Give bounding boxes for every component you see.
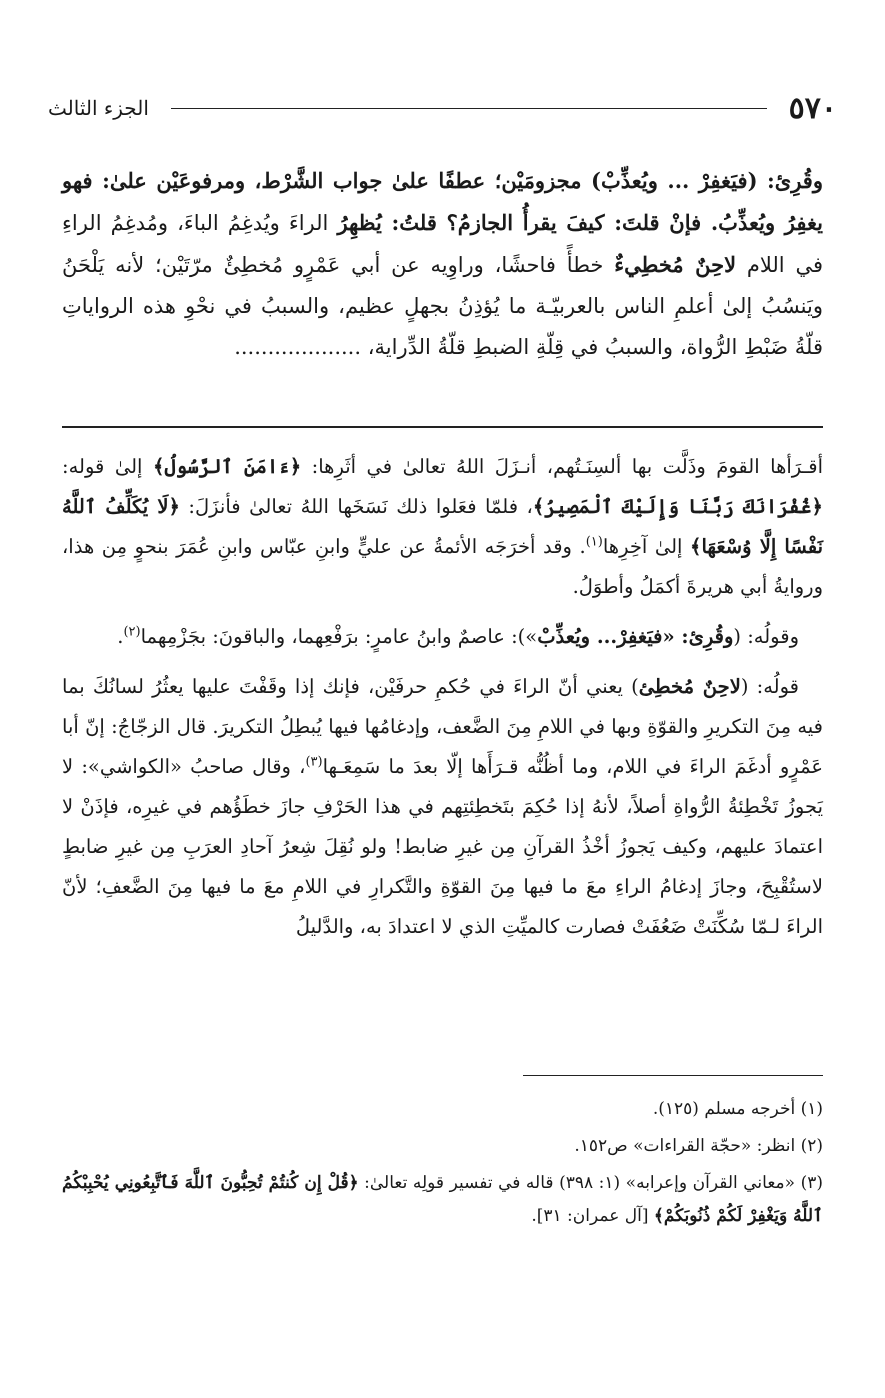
footnote-2: (٢) انظر: «حجّة القراءات» ص١٥٢. [574,1136,823,1156]
footnote-ref[interactable]: (١) [585,534,603,550]
main-paragraph [62,160,823,368]
page-number: ٥٧٠ [788,90,837,126]
text-run: أقـرَأها القومَ وذَلَّت بها ألسِنَـتُهم، أنـزَلَ اللهُ تعالىٰ في أثَرِها: [301,455,824,478]
text-run: خطأً فاحشًا، وراوِيه عن أبي عَمْرٍو مُخطِئٌ مرّتَيْن؛ لأنه يَلْحَنُ ويَنسُبُ إلىٰ أعلمِ الناس بالعربيّـة ما يُؤذِنُ بجهلٍ عظيم، والسببُ في نحْوِ هذه الرواياتِ قلّةُ ضَبْطِ الرُّواة، والسببُ في قِلّةِ الضبطِ قلّةُ الدِّراية، [62,253,823,359]
footnotes [62,1093,823,1237]
text-run: إلىٰ آخِرِها [602,535,691,558]
text-run: وقُرِئ [688,625,734,648]
commentary-paragraph [62,447,823,607]
ellipsis-dots: ................... [234,335,362,359]
volume-title: الجزء الثالث [48,96,149,120]
text-run: ، فلمّا فعَلوا ذلك نَسَخَها اللهُ تعالىٰ فأنزَلَ: [179,495,533,518]
quran-verse: ﴿ءَامَنَ ٱلرَّسُولُ﴾ [152,455,302,478]
text-run: . [117,625,124,648]
header-rule [171,108,767,109]
text-run: ) مجزومَيْن؛ عطفًا علىٰ جواب الشَّرْط، ومرفوعَيْن علىٰ: فهو يغفِرُ ويُعذِّبُ. فإنْ قلتَ: كيفَ يقرأُ الجازمُ؟ قلتُ: [62,168,823,235]
text-run: فيَغفِرْ ... ويُعذِّبْ [600,168,748,193]
text-run: ، وقال صاحبُ «الكواشي»: لا يَجوزُ تَخْطِئةُ الرُّواةِ أصلاً، لأنهُ إذا حُكِمَ بتَخطِئتِهم في هذا الحَرْفِ جازَ خطَؤُهم في غيرِه، فإذَنْ لا اعتمادَ عليهم، وكيف يَجوزُ أخْذُ القرآنِ مِن غيرِ ضابط! ولو نُقِلَ شِعرُ آحادِ العرَبِ مِن غيرِ ضابطٍ لاستُقْبِحَ، وجازَ إدغامُ الراءِ معَ ما فيها مِنَ القوّةِ والتَّكرارِ في اللامِ معَ ما فيها مِنَ الضَّعفِ؛ لأنّ الراءَ لـمّا سُكِّنَتْ ضَعُفَتْ فصارت كالميِّتِ الذي لا اعتدادَ به، والدَّليلُ [62,755,823,938]
commentary-paragraph [62,667,823,947]
text-run: . وقد أخرَجَه الأئمةُ عن عليٍّ وابنِ عبّاس وابنِ عُمَرَ بنحوٍ مِن هذا، وروايةُ أبي هريرةَ أكمَلُ وأطوَلُ. [62,535,823,598]
text-run: يُظهِرُ [337,210,382,235]
page-header [48,88,837,128]
commentary [62,447,823,957]
text-run: وقولُه: ( [733,625,799,648]
text-run: لاحِنٌ مُخطِيءٌ [614,252,737,277]
quran-verse: ﴿لَا يُكَلِّفُ ٱللَّهُ نَفْسًا إِلَّا وُسْعَهَا﴾ [62,495,824,558]
commentary-paragraph [62,617,823,657]
text-run: وقُرِئ: ( [747,168,823,193]
text-run: فيَغفِرْ... ويُعذِّبْ [537,625,663,648]
footnote-3 [62,1167,823,1233]
footnote-1: (١) أخرجه مسلم (١٢٥). [652,1099,823,1119]
quran-verse: ﴿قُلْ إِن كُنتُمْ تُحِبُّونَ ٱللَّهَ فَٱتَّبِعُونِي يُحْبِبْكُمُ ٱللَّهُ وَيَغْفِرْ لَكُمْ ذُنُوبَكُمْ﴾ [62,1173,823,1226]
text-run: : « [662,625,689,648]
text-run: الراءَ ويُدغِمُ الباءَ، ومُدغِمُ الراءِ في اللام [62,211,823,277]
text-run: إلىٰ قوله: [62,455,153,478]
text-run: (٣) «معاني القرآن وإعرابه» (١: ٣٩٨) قاله في تفسير قولِه تعالىٰ: [358,1173,823,1193]
footnote-divider [523,1075,823,1076]
footnote-ref[interactable]: (٣) [305,754,323,770]
text-run: [آل عمران: ٣١]. [531,1206,654,1226]
main-text-divider [62,426,823,428]
text-run: قولُه: ( [740,675,799,698]
quran-verse: ﴿غُفْرَانَكَ رَبَّنَا وَإِلَيْكَ ٱلْمَصِيرُ﴾ [532,495,823,518]
footnote-ref[interactable]: (٢) [123,624,141,640]
text-run: ) يعني أنّ الراءَ في حُكمِ حرفَيْن، فإنك إذا وقَفْتَ عليها يعثُرُ لسانُكَ بما فيه مِنَ التكريرِ والقوّةِ وبها في اللامِ مِنَ الضَّعف، وإدغامُها فيها يُبطِلُ التكريرَ. قال الزجّاجُ: إنّ أبا عَمْرٍو أدغَمَ الراءَ في اللام، وما أظُنُّه قـرَأَها إلّا بعدَ ما سَمِعَـها [62,675,824,778]
text-run: لاحِنٌ مُخطِئ [638,675,741,698]
text-run: »): عاصمٌ وابنُ عامرٍ: برَفْعِهما، والباقونَ: بجَزْمِهما [140,625,538,648]
main-text [62,160,823,368]
